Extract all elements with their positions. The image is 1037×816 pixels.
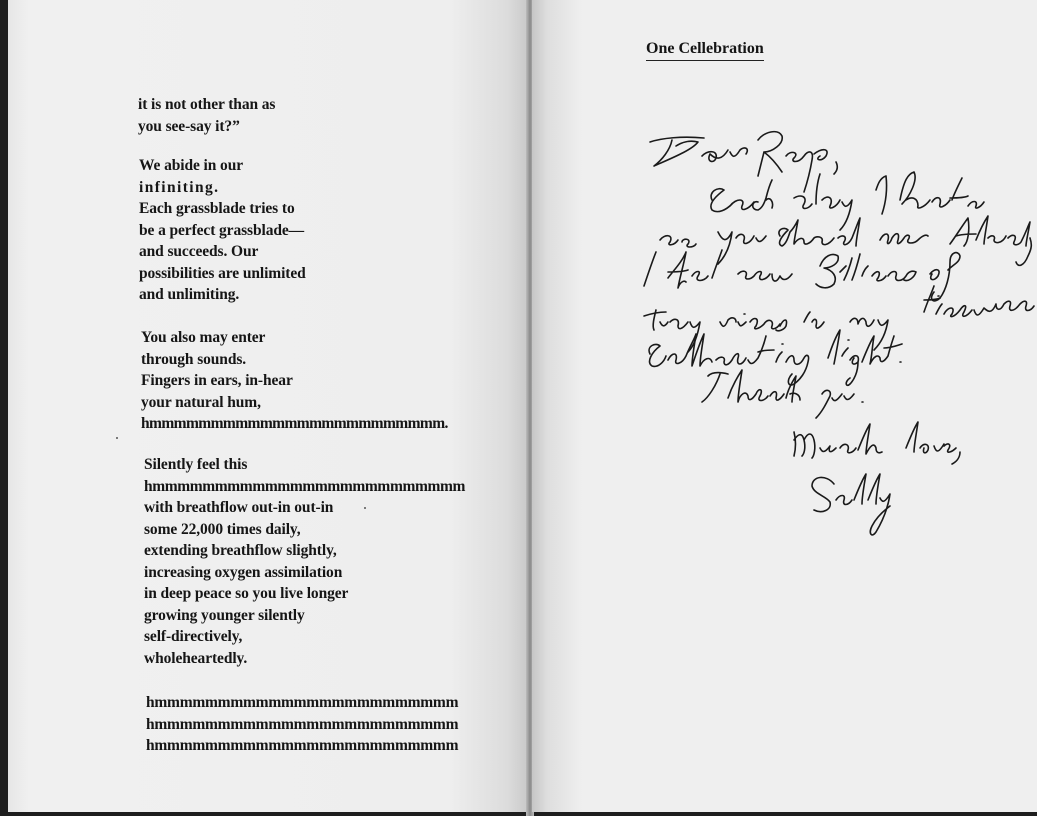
text-line: you see-say it?”	[138, 117, 240, 135]
text-line: wholeheartedly.	[144, 649, 248, 667]
text-line: and unlimiting.	[139, 286, 240, 303]
text-line: extending breathflow slightly,	[144, 542, 337, 559]
text-line: hmmmmmmmmmmmmmmmmmmmmmmmmm	[144, 477, 466, 495]
letter-closing	[794, 422, 960, 464]
text-line: your natural hum,	[141, 393, 261, 411]
text-line: hmmmmmmmmmmmmmmmmmmmmmmmm	[146, 715, 459, 733]
text-line: in deep peace so you live longer	[144, 585, 349, 602]
letter-signature	[812, 474, 890, 535]
letter-greeting	[650, 132, 837, 192]
handwritten-letter	[532, 0, 1037, 812]
text-line: We abide in our	[139, 157, 244, 174]
text-line: growing younger silently	[144, 606, 305, 624]
text-line: possibilities are unlimited	[139, 264, 306, 282]
text-line: and succeeds. Our	[139, 243, 259, 260]
text-line: infiniting.	[139, 178, 220, 196]
text-line: hmmmmmmmmmmmmmmmmmmmmmmmm	[146, 737, 459, 754]
text-line: hmmmmmmmmmmmmmmmmmmmmmmmm.	[141, 415, 448, 432]
page-title: One Cellebration	[646, 40, 764, 61]
text-line: through sounds.	[141, 350, 247, 368]
text-line: hmmmmmmmmmmmmmmmmmmmmmmmm	[146, 694, 459, 711]
text-line: some 22,000 times daily,	[144, 520, 301, 538]
paper-speck	[364, 507, 366, 509]
text-line: Each grassblade tries to	[139, 200, 295, 217]
text-line: You also may enter	[141, 329, 266, 346]
text-line: with breathflow out-in out-in	[144, 499, 334, 516]
text-line: increasing oxygen assimilation	[144, 563, 343, 581]
letter-body	[644, 172, 1034, 418]
text-line: Silently feel this	[144, 456, 248, 473]
text-line: Fingers in ears, in-hear	[141, 372, 293, 389]
stanza-5	[146, 649, 458, 800]
paper-speck	[116, 437, 118, 439]
left-page	[8, 0, 528, 812]
text-line: it is not other than as	[138, 96, 276, 113]
text-line: self-directively,	[144, 628, 243, 645]
text-line: be a perfect grassblade—	[139, 221, 305, 239]
right-page	[532, 0, 1037, 812]
